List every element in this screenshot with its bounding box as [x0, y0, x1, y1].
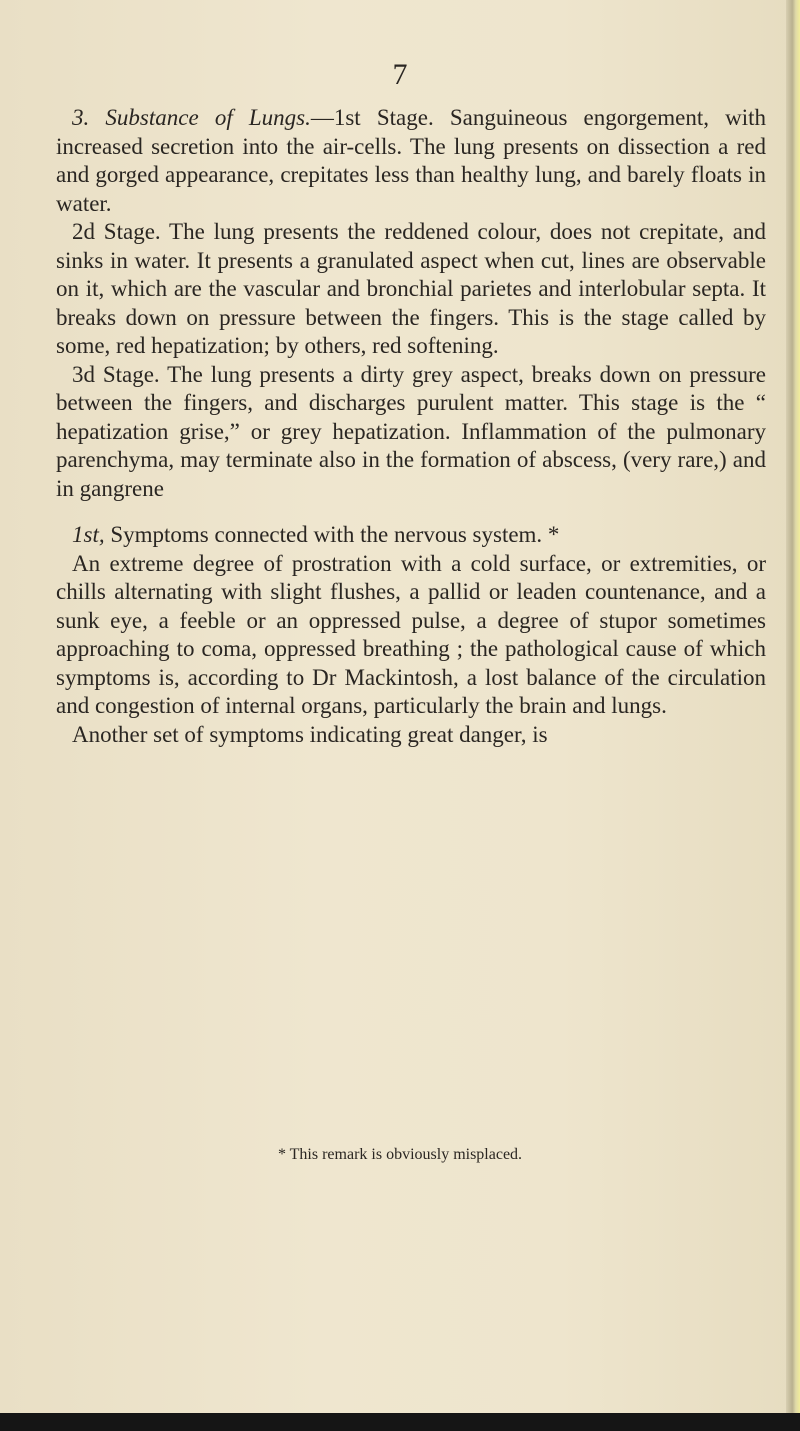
paragraph-another-set: Another set of symptoms indicating great danger, is: [72, 721, 548, 747]
paragraph-text: —1st Stage. Sanguineous engorgement, with increased secretion into the air-cells. The lung presents on dissection a red and gorged appearance, crepitates less than healthy lung, and barely floats in water.: [56, 105, 767, 216]
paragraph-lungs-stage-1: [56, 104, 766, 218]
section-heading-substance-of-lungs: 3. Substance of Lungs.: [72, 105, 311, 130]
section-ordinal: 1st,: [72, 522, 105, 547]
section-nervous-system: [56, 521, 766, 550]
section-title: Symptoms connected with the nervous system. *: [104, 522, 560, 547]
body-text: [56, 104, 766, 749]
page-edge-shadow: [786, 0, 800, 1431]
scan-bottom-border: [0, 1413, 800, 1431]
paragraph-lungs-stage-2: 2d Stage. The lung presents the reddened colour, does not crepitate, and sinks in water. It presents a granulated aspect when cut, lines are observable on it, which are the vascular and bronchial parietes and interlobular septa. It breaks down on pressure between the fingers. This is the stage called by some, red hepatization; by others, red softening.: [56, 219, 766, 358]
paragraph-lungs-stage-3: 3d Stage. The lung presents a dirty grey aspect, breaks down on pressure between the fingers, and discharges purulent matter. This stage is the “ hepatization grise,” or grey hepatization. Inflammation of the pulmonary parenchyma, may terminate also in the formation of abscess, (very rare,) and in gangrene: [56, 361, 766, 501]
footnote: * This remark is obviously misplaced.: [277, 1146, 523, 1163]
paragraph-symptoms: An extreme degree of prostration with a cold surface, or extremities, or chills alternating with slight flushes, a pallid or leaden countenance, and a sunk eye, a feeble or an oppressed pulse, a degree of stupor sometimes approaching to coma, oppressed breathing ; the pathological cause of which symptoms is, according to Dr Mackintosh, a lost balance of the circulation and congestion of internal organs, particularly the brain and lungs.: [56, 550, 766, 718]
page-number: 7: [392, 58, 408, 91]
